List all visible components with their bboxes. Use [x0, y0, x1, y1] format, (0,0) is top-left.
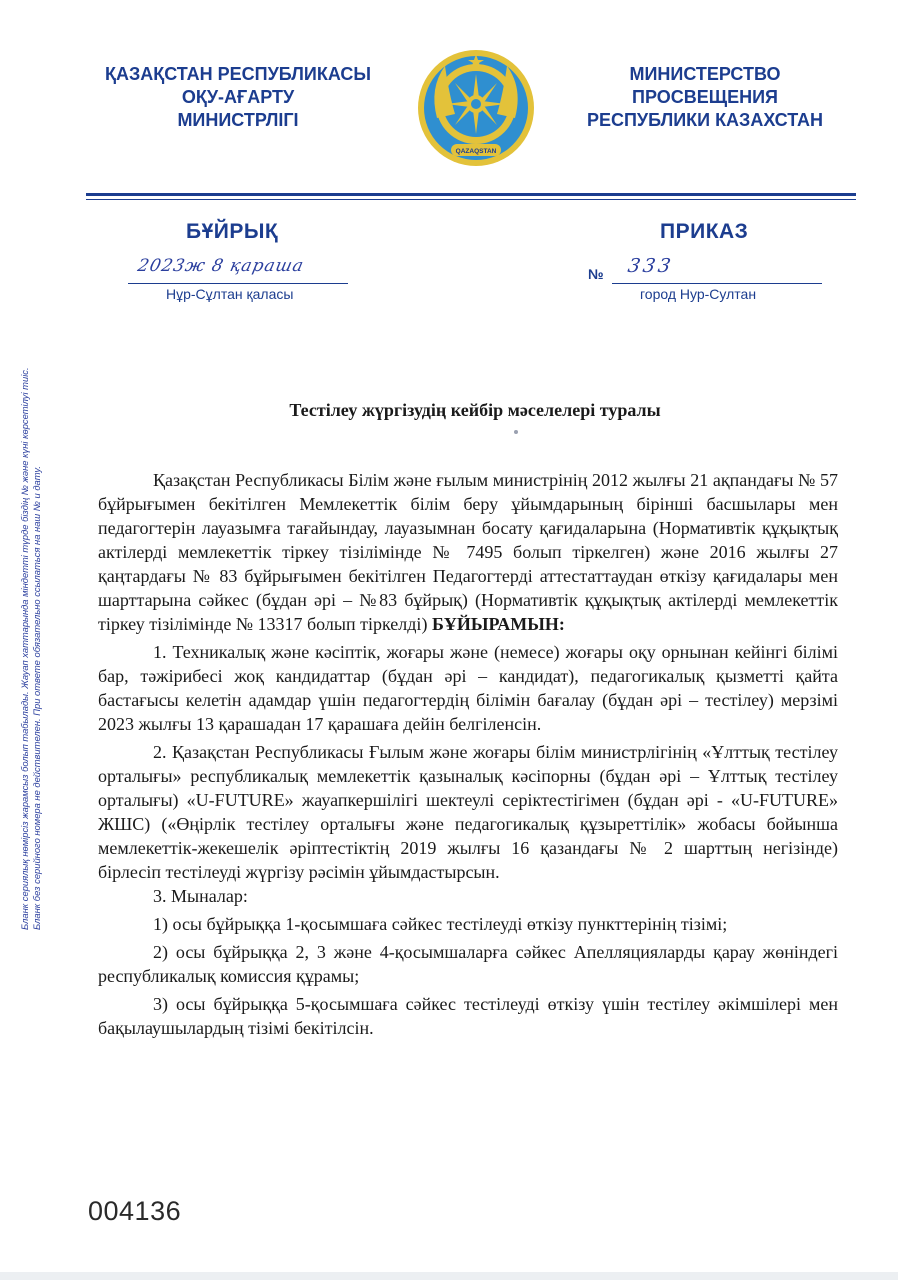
- handwritten-order-number: 333: [626, 255, 676, 277]
- header-left-kazakh: [78, 63, 398, 132]
- city-russian: город Нур-Султан: [640, 286, 757, 302]
- order-title-kazakh: БҰЙРЫҚ: [186, 220, 279, 243]
- document-body: [98, 468, 838, 1040]
- document-title: Тестілеу жүргізудің кейбір мәселелері туралы: [289, 400, 661, 420]
- item-2: 2. Қазақстан Республикасы Ғылым және жоғары білім министрлігінің «Ұлттық тестілеу орталығы» республикалық мемлекеттік қазыналық кәсіпорны (бұдан әрі – Ұлттық тестілеу орталығы) «U-FUTURE» жауапкершілігі шектеулі серіктестігімен (бұдан әрі - «U-FUTURE» ЖШС) («Өңірлік тестілеу орталығы және педагогикалық құзыреттілік» жобасы бойынша мемлекеттік-жекешелік әріптестіктің 2019 жылғы 16 қазандағы № 2 шарттың негізінде) бірлесіп тестілеуді жүргізу рәсімін ұйымдастырсын.: [98, 742, 838, 882]
- side-note-russian: Бланк без серийного номера не действителен. При ответе обязательно ссылаться на наш № и дату.: [31, 465, 42, 930]
- blank-serial-number: 004136: [88, 1196, 182, 1226]
- number-sign: №: [588, 266, 604, 282]
- header-left-line-2: ОҚУ-АҒАРТУ: [181, 87, 295, 107]
- order-title-russian: ПРИКАЗ: [660, 220, 749, 243]
- header-left-line-3: МИНИСТРЛІГІ: [177, 110, 299, 130]
- scan-bottom-edge: [0, 1272, 898, 1280]
- item-1: 1. Техникалық және кәсіптік, жоғары және (немесе) жоғары оқу орнынан кейінгі білімі бар, тәжірибесі жоқ кандидаттар (бұдан әрі – кандидат), педагогикалық қызметті қайта бастағысы келетін адамдар үшін педагогтердің білімін бағалау (бұдан әрі – тестілеу) мерзімі 2023 жылғы 13 қарашадан 17 қарашаға дейін белгіленсін.: [98, 642, 838, 734]
- city-kazakh: Нұр-Сұлтан қаласы: [166, 286, 294, 302]
- side-note-kazakh: Бланк сериялық нөмірсіз жарамсыз болып табылады. Жауап хаттарында міндетті түрде біздің № және күні көрсетілуі тиіс.: [19, 367, 30, 930]
- date-underline: [128, 283, 348, 284]
- emblem-text: QAZAQSTAN: [455, 148, 497, 155]
- state-emblem-icon: [415, 48, 537, 168]
- handwritten-date: 2023ж 8 қараша: [135, 256, 307, 276]
- header-divider-thin: [86, 199, 856, 200]
- paper-speck: [514, 430, 518, 434]
- item-3-1: 1) осы бұйрыққа 1-қосымшаға сәйкес тестілеуді өткізу пункттерінің тізімі;: [153, 914, 728, 934]
- blank-validity-side-note: [19, 350, 43, 930]
- preamble-text: Қазақстан Республикасы Білім және ғылым министрінің 2012 жылғы 21 ақпандағы № 57 бұйрығымен бекітілген Мемлекеттік білім беру ұйымдарының бірінші басшылары мен педагогтерін лауазымға тағайындау, лауазымнан босату қағидаларына (Нормативтік құқықтық актілерді мемлекеттік тіркеу тізілімінде № 7495 болып тіркелген) және 2016 жылғы 27 қаңтардағы № 83 бұйрығымен бекітілген Педагогтерді аттестаттаудан өткізу қағидалары мен шарттарына сәйкес (бұдан әрі – №83 бұйрық) (Нормативтік құқықтық актілерді мемлекеттік тіркеу тізілімінде № 13317 болып тіркелді): [98, 470, 838, 634]
- number-underline: [612, 283, 822, 284]
- header-right-russian: [560, 63, 850, 132]
- header-right-line-2: ПРОСВЕЩЕНИЯ: [632, 87, 778, 107]
- item-3-3: 3) осы бұйрыққа 5-қосымшаға сәйкес тестілеуді өткізу үшін тестілеу әкімшілері мен бақылаушылардың тізімі бекітілсін.: [98, 994, 838, 1038]
- item-3: 3. Мыналар:: [153, 886, 248, 906]
- item-3-2: 2) осы бұйрыққа 2, 3 және 4-қосымшаларға сәйкес Апелляцияларды қарау жөніндегі республикалық комиссия құрамы;: [98, 942, 838, 986]
- header-left-line-1: ҚАЗАҚСТАН РЕСПУБЛИКАСЫ: [104, 64, 372, 84]
- header-right-line-1: МИНИСТЕРСТВО: [629, 64, 781, 84]
- preamble-paragraph: [98, 468, 838, 636]
- order-command: БҰЙЫРАМЫН:: [431, 614, 565, 634]
- header-right-line-3: РЕСПУБЛИКИ КАЗАХСТАН: [586, 110, 824, 130]
- header-divider-thick: [86, 193, 856, 196]
